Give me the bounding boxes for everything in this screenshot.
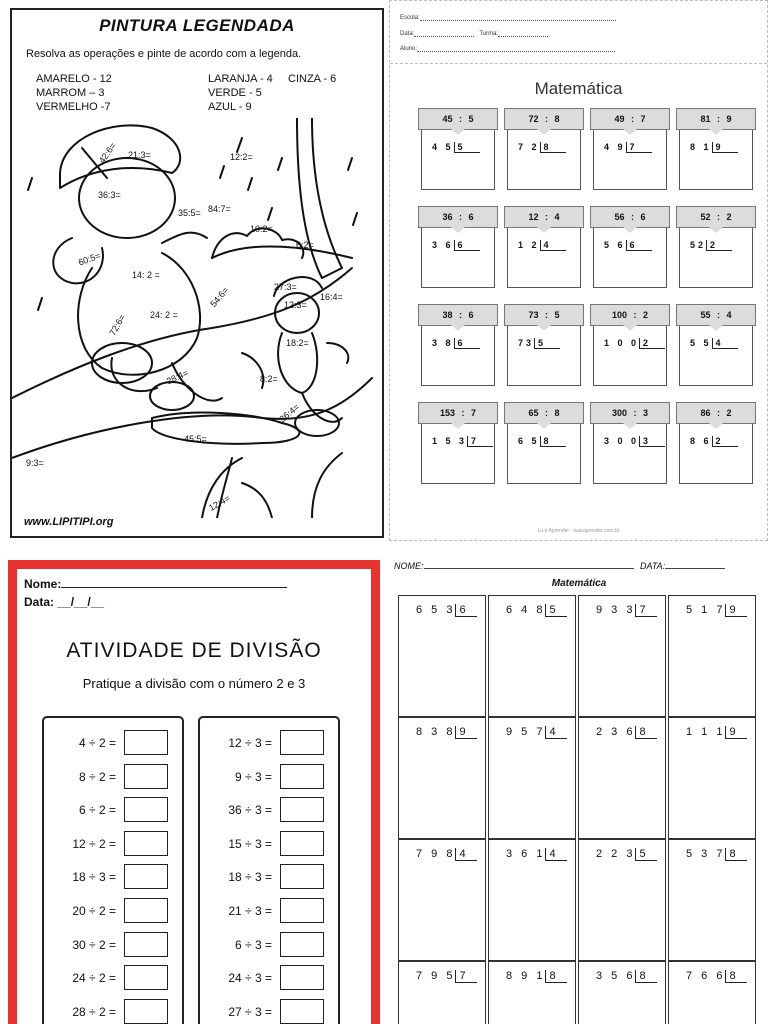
division-row <box>200 932 338 958</box>
dividend: 8 3 8 <box>416 726 456 738</box>
op-label: 12:3= <box>284 300 307 310</box>
dividend: 7 6 6 <box>686 970 726 982</box>
problem-caption: 52 : 2 <box>676 206 756 228</box>
op-label: 72:6= <box>107 312 128 338</box>
long-division <box>690 436 738 447</box>
long-division <box>686 726 747 739</box>
math-boxes-worksheet <box>389 0 768 541</box>
divisor: 8 <box>635 970 657 983</box>
division-row <box>200 764 338 790</box>
division-cell <box>668 961 756 1024</box>
division-row <box>44 831 182 857</box>
dividend: 3 8 <box>432 338 454 348</box>
division-question: 6 ÷ 2 = <box>79 803 116 818</box>
long-division <box>416 604 477 617</box>
long-division <box>432 142 480 153</box>
divisor: 6 <box>454 338 480 349</box>
op-label: 27:3= <box>274 282 297 292</box>
problem-box <box>421 402 495 484</box>
math-grid-worksheet <box>390 556 768 1024</box>
problem-caption: 36 : 6 <box>418 206 498 228</box>
divisor: 5 <box>635 848 657 861</box>
left-column <box>42 716 184 1024</box>
op-label: 54:6= <box>208 285 231 309</box>
divisor: 7 <box>626 142 652 153</box>
right-column <box>198 716 340 1024</box>
legend-blue: AZUL - 9 <box>208 101 252 113</box>
op-label: 16:4= <box>320 292 343 302</box>
division-row <box>200 999 338 1024</box>
problem-box <box>679 206 753 288</box>
division-row <box>44 898 182 924</box>
answer-box[interactable] <box>124 898 168 923</box>
answer-box[interactable] <box>124 797 168 822</box>
divisor: 4 <box>455 848 477 861</box>
dividend: 1 0 0 <box>604 338 640 348</box>
division-question: 24 ÷ 2 = <box>72 971 116 986</box>
division-question: 9 ÷ 3 = <box>235 769 272 784</box>
problem-caption: 56 : 6 <box>590 206 670 228</box>
division-question: 15 ÷ 3 = <box>228 836 272 851</box>
date-field: Data: __/__/__ <box>24 595 105 609</box>
dividend: 7 9 8 <box>416 848 456 860</box>
dividend: 3 5 6 <box>596 970 636 982</box>
dividend: 73 <box>518 338 535 348</box>
division-cell <box>488 717 576 839</box>
long-division <box>432 436 493 447</box>
long-division <box>596 604 657 617</box>
answer-box[interactable] <box>124 730 168 755</box>
dividend: 6 4 8 <box>506 604 546 616</box>
problem-box <box>679 304 753 386</box>
division-cell <box>488 839 576 961</box>
division-row <box>200 797 338 823</box>
problem-box <box>679 108 753 190</box>
answer-box[interactable] <box>280 999 324 1024</box>
long-division <box>686 970 747 983</box>
division-cell <box>488 961 576 1024</box>
divisor: 5 <box>454 142 480 153</box>
grid-title: Matemática <box>551 578 607 589</box>
division-row <box>200 965 338 991</box>
answer-box[interactable] <box>280 764 324 789</box>
dividend: 8 6 <box>690 436 712 446</box>
division-question: 18 ÷ 3 = <box>228 870 272 885</box>
division-cell <box>578 839 666 961</box>
long-division <box>506 848 567 861</box>
op-label: 36:4= <box>277 401 302 425</box>
op-label: 8:2= <box>260 374 278 384</box>
problem-box <box>421 304 495 386</box>
dividend: 3 6 1 <box>506 848 546 860</box>
op-label: 9:3= <box>26 458 44 468</box>
legend-column-2 <box>208 72 273 114</box>
division-cell <box>578 717 666 839</box>
divisor: 8 <box>725 970 747 983</box>
division-row <box>200 898 338 924</box>
dividend: 2 3 6 <box>596 726 636 738</box>
answer-box[interactable] <box>280 965 324 990</box>
division-row <box>44 932 182 958</box>
date-field: DATA: <box>640 561 725 571</box>
coloring-title: PINTURA LEGENDADA <box>99 16 295 35</box>
division-question: 8 ÷ 2 = <box>79 769 116 784</box>
division-cell <box>578 961 666 1024</box>
legend-column-3 <box>288 72 336 86</box>
long-division <box>416 970 477 983</box>
answer-box[interactable] <box>124 864 168 889</box>
long-division <box>518 142 566 153</box>
division-row <box>44 864 182 890</box>
problem-box <box>593 402 667 484</box>
division-question: 6 ÷ 3 = <box>235 937 272 952</box>
coloring-instruction: Resolva as operações e pinte de acordo com a legenda. <box>26 48 302 60</box>
division-cell <box>398 717 486 839</box>
dividend: 5 1 7 <box>686 604 726 616</box>
division-activity <box>8 560 380 1024</box>
problem-caption: 45 : 5 <box>418 108 498 130</box>
problem-box <box>507 206 581 288</box>
op-label: 60:5= <box>76 250 102 268</box>
problem-box <box>593 206 667 288</box>
long-division <box>596 970 657 983</box>
division-row <box>44 764 182 790</box>
divisor: 3 <box>639 436 665 447</box>
coloring-illustration <box>12 118 382 518</box>
long-division <box>690 142 738 153</box>
long-division <box>432 338 480 349</box>
legend-orange: LARANJA - 4 <box>208 73 273 85</box>
dividend: 6 5 <box>518 436 540 446</box>
answer-box[interactable] <box>280 797 324 822</box>
problem-caption: 73 : 5 <box>504 304 584 326</box>
division-question: 24 ÷ 3 = <box>228 971 272 986</box>
divisor: 2 <box>706 240 732 251</box>
division-row <box>44 797 182 823</box>
problem-box <box>421 206 495 288</box>
school-field: Escola: <box>400 15 616 21</box>
division-cell <box>398 839 486 961</box>
activity-sheet <box>17 569 371 1024</box>
answer-box[interactable] <box>280 864 324 889</box>
dividend: 8 1 <box>690 142 712 152</box>
legend-yellow: AMARELO - 12 <box>36 73 112 85</box>
dividend: 9 3 3 <box>596 604 636 616</box>
problem-box <box>507 108 581 190</box>
op-label: 14: 2 = <box>132 270 160 280</box>
problem-caption: 81 : 9 <box>676 108 756 130</box>
long-division <box>416 848 477 861</box>
activity-subtitle: Pratique a divisão com o número 2 e 3 <box>82 676 306 691</box>
op-label: 6:2= <box>296 240 314 250</box>
divisor: 8 <box>635 726 657 739</box>
division-row <box>44 999 182 1024</box>
long-division <box>604 436 665 447</box>
op-label: 12:2= <box>230 152 253 162</box>
division-cell <box>668 595 756 717</box>
dividend: 4 5 <box>432 142 454 152</box>
answer-box[interactable] <box>280 932 324 957</box>
problem-caption: 72 : 8 <box>504 108 584 130</box>
legend-red: VERMELHO -7 <box>36 101 111 113</box>
dividend: 7 2 <box>518 142 540 152</box>
divisor: 7 <box>635 604 657 617</box>
long-division <box>604 240 652 251</box>
divisor: 9 <box>725 726 747 739</box>
answer-box[interactable] <box>280 831 324 856</box>
answer-box[interactable] <box>124 999 168 1024</box>
divisor: 6 <box>454 240 480 251</box>
problem-box <box>507 304 581 386</box>
op-label: 84:7= <box>208 204 231 214</box>
answer-box[interactable] <box>124 764 168 789</box>
op-label: 18:2= <box>286 338 309 348</box>
dividend: 6 5 3 <box>416 604 456 616</box>
long-division <box>416 726 477 739</box>
name-field: NOME: <box>394 561 634 571</box>
divisor: 8 <box>540 142 566 153</box>
division-row <box>44 730 182 756</box>
answer-box[interactable] <box>280 730 324 755</box>
dividend: 7 9 5 <box>416 970 456 982</box>
problem-box <box>593 304 667 386</box>
problem-box <box>593 108 667 190</box>
divisor: 4 <box>545 848 567 861</box>
divisor: 5 <box>534 338 560 349</box>
footer-credit: Lu e Aprender - luaeaprender.com.br <box>537 528 620 534</box>
long-division <box>686 604 747 617</box>
long-division <box>596 726 657 739</box>
dividend: 1 2 <box>518 240 540 250</box>
divisor: 8 <box>545 970 567 983</box>
division-cell <box>668 717 756 839</box>
problem-box <box>507 402 581 484</box>
divisor: 7 <box>467 436 493 447</box>
long-division <box>690 240 732 251</box>
problem-caption: 55 : 4 <box>676 304 756 326</box>
long-division <box>690 338 738 349</box>
op-label: 24: 2 = <box>150 310 178 320</box>
name-field: Nome: <box>24 577 287 591</box>
problem-box <box>679 402 753 484</box>
division-question: 12 ÷ 3 = <box>228 736 272 750</box>
divisor: 2 <box>639 338 665 349</box>
divisor: 8 <box>540 436 566 447</box>
long-division <box>506 726 567 739</box>
dividend: 1 5 3 <box>432 436 468 446</box>
division-row <box>200 864 338 890</box>
divisor: 2 <box>712 436 738 447</box>
division-question: 18 ÷ 3 = <box>72 870 116 885</box>
answer-box[interactable] <box>124 831 168 856</box>
problem-box <box>421 108 495 190</box>
problem-caption: 38 : 6 <box>418 304 498 326</box>
division-question: 12 ÷ 2 = <box>72 836 116 851</box>
division-cell <box>398 595 486 717</box>
coloring-worksheet <box>10 8 384 538</box>
long-division <box>596 848 657 861</box>
divisor: 4 <box>712 338 738 349</box>
op-label: 45:5= <box>184 434 207 444</box>
divisor: 9 <box>455 726 477 739</box>
division-cell <box>398 961 486 1024</box>
op-label: 42:6= <box>96 140 119 166</box>
legend-green: VERDE - 5 <box>208 87 262 99</box>
division-question: 28 ÷ 2 = <box>72 1004 116 1019</box>
divisor: 8 <box>725 848 747 861</box>
long-division <box>506 604 567 617</box>
problem-caption: 100 : 2 <box>590 304 670 326</box>
math-title: Matemática <box>534 79 623 98</box>
division-cell <box>488 595 576 717</box>
dividend: 52 <box>690 240 707 250</box>
long-division <box>604 338 665 349</box>
divisor: 5 <box>545 604 567 617</box>
legend-brown: MARROM – 3 <box>36 87 105 99</box>
division-question: 21 ÷ 3 = <box>228 904 272 918</box>
long-division <box>506 970 567 983</box>
op-label: 10:2= <box>250 224 273 234</box>
division-question: 36 ÷ 3 = <box>228 803 272 818</box>
dividend: 2 2 3 <box>596 848 636 860</box>
division-question: 20 ÷ 2 = <box>72 904 116 918</box>
date-class-field: Data: Turma: <box>400 31 548 37</box>
student-field: Aluno: <box>400 46 615 52</box>
division-row <box>200 730 338 756</box>
divisor: 6 <box>626 240 652 251</box>
long-division <box>518 338 560 349</box>
division-question: 4 ÷ 2 = <box>79 736 116 750</box>
website-credit: www.LIPITIPI.org <box>24 516 114 528</box>
long-division <box>686 848 747 861</box>
division-question: 30 ÷ 2 = <box>72 937 116 952</box>
divisor: 6 <box>455 604 477 617</box>
problem-caption: 300 : 3 <box>590 402 670 424</box>
op-label: 12:4= <box>207 492 232 514</box>
legend-gray: CINZA - 6 <box>288 73 337 85</box>
divisor: 9 <box>712 142 738 153</box>
activity-title: ATIVIDADE DE DIVISÃO <box>66 639 322 662</box>
op-label: 36:3= <box>98 190 121 200</box>
problem-caption: 86 : 2 <box>676 402 756 424</box>
answer-box[interactable] <box>124 965 168 990</box>
problem-caption: 153 : 7 <box>418 402 498 424</box>
dividend: 9 5 7 <box>506 726 546 738</box>
long-division <box>432 240 480 251</box>
dividend: 5 5 <box>690 338 712 348</box>
long-division <box>604 142 652 153</box>
long-division <box>518 240 566 251</box>
op-label: 35:5= <box>178 208 201 218</box>
op-label: 28:4= <box>164 367 190 387</box>
divider <box>390 63 767 64</box>
long-division <box>518 436 566 447</box>
division-question: 27 ÷ 3 = <box>228 1004 272 1019</box>
division-row <box>200 831 338 857</box>
division-cell <box>668 839 756 961</box>
divisor: 9 <box>725 604 747 617</box>
op-label: 21:3= <box>128 150 151 160</box>
answer-box[interactable] <box>124 932 168 957</box>
problem-caption: 49 : 7 <box>590 108 670 130</box>
dividend: 3 6 <box>432 240 454 250</box>
dividend: 4 9 <box>604 142 626 152</box>
divisor: 7 <box>455 970 477 983</box>
divisor: 4 <box>540 240 566 251</box>
problem-caption: 65 : 8 <box>504 402 584 424</box>
dividend: 5 3 7 <box>686 848 726 860</box>
division-cell <box>578 595 666 717</box>
division-row <box>44 965 182 991</box>
dividend: 3 0 0 <box>604 436 640 446</box>
legend-column-1 <box>36 72 112 114</box>
divisor: 4 <box>545 726 567 739</box>
dividend: 5 6 <box>604 240 626 250</box>
problem-caption: 12 : 4 <box>504 206 584 228</box>
dividend: 8 9 1 <box>506 970 546 982</box>
dividend: 1 1 1 <box>686 726 726 738</box>
answer-box[interactable] <box>280 898 324 923</box>
